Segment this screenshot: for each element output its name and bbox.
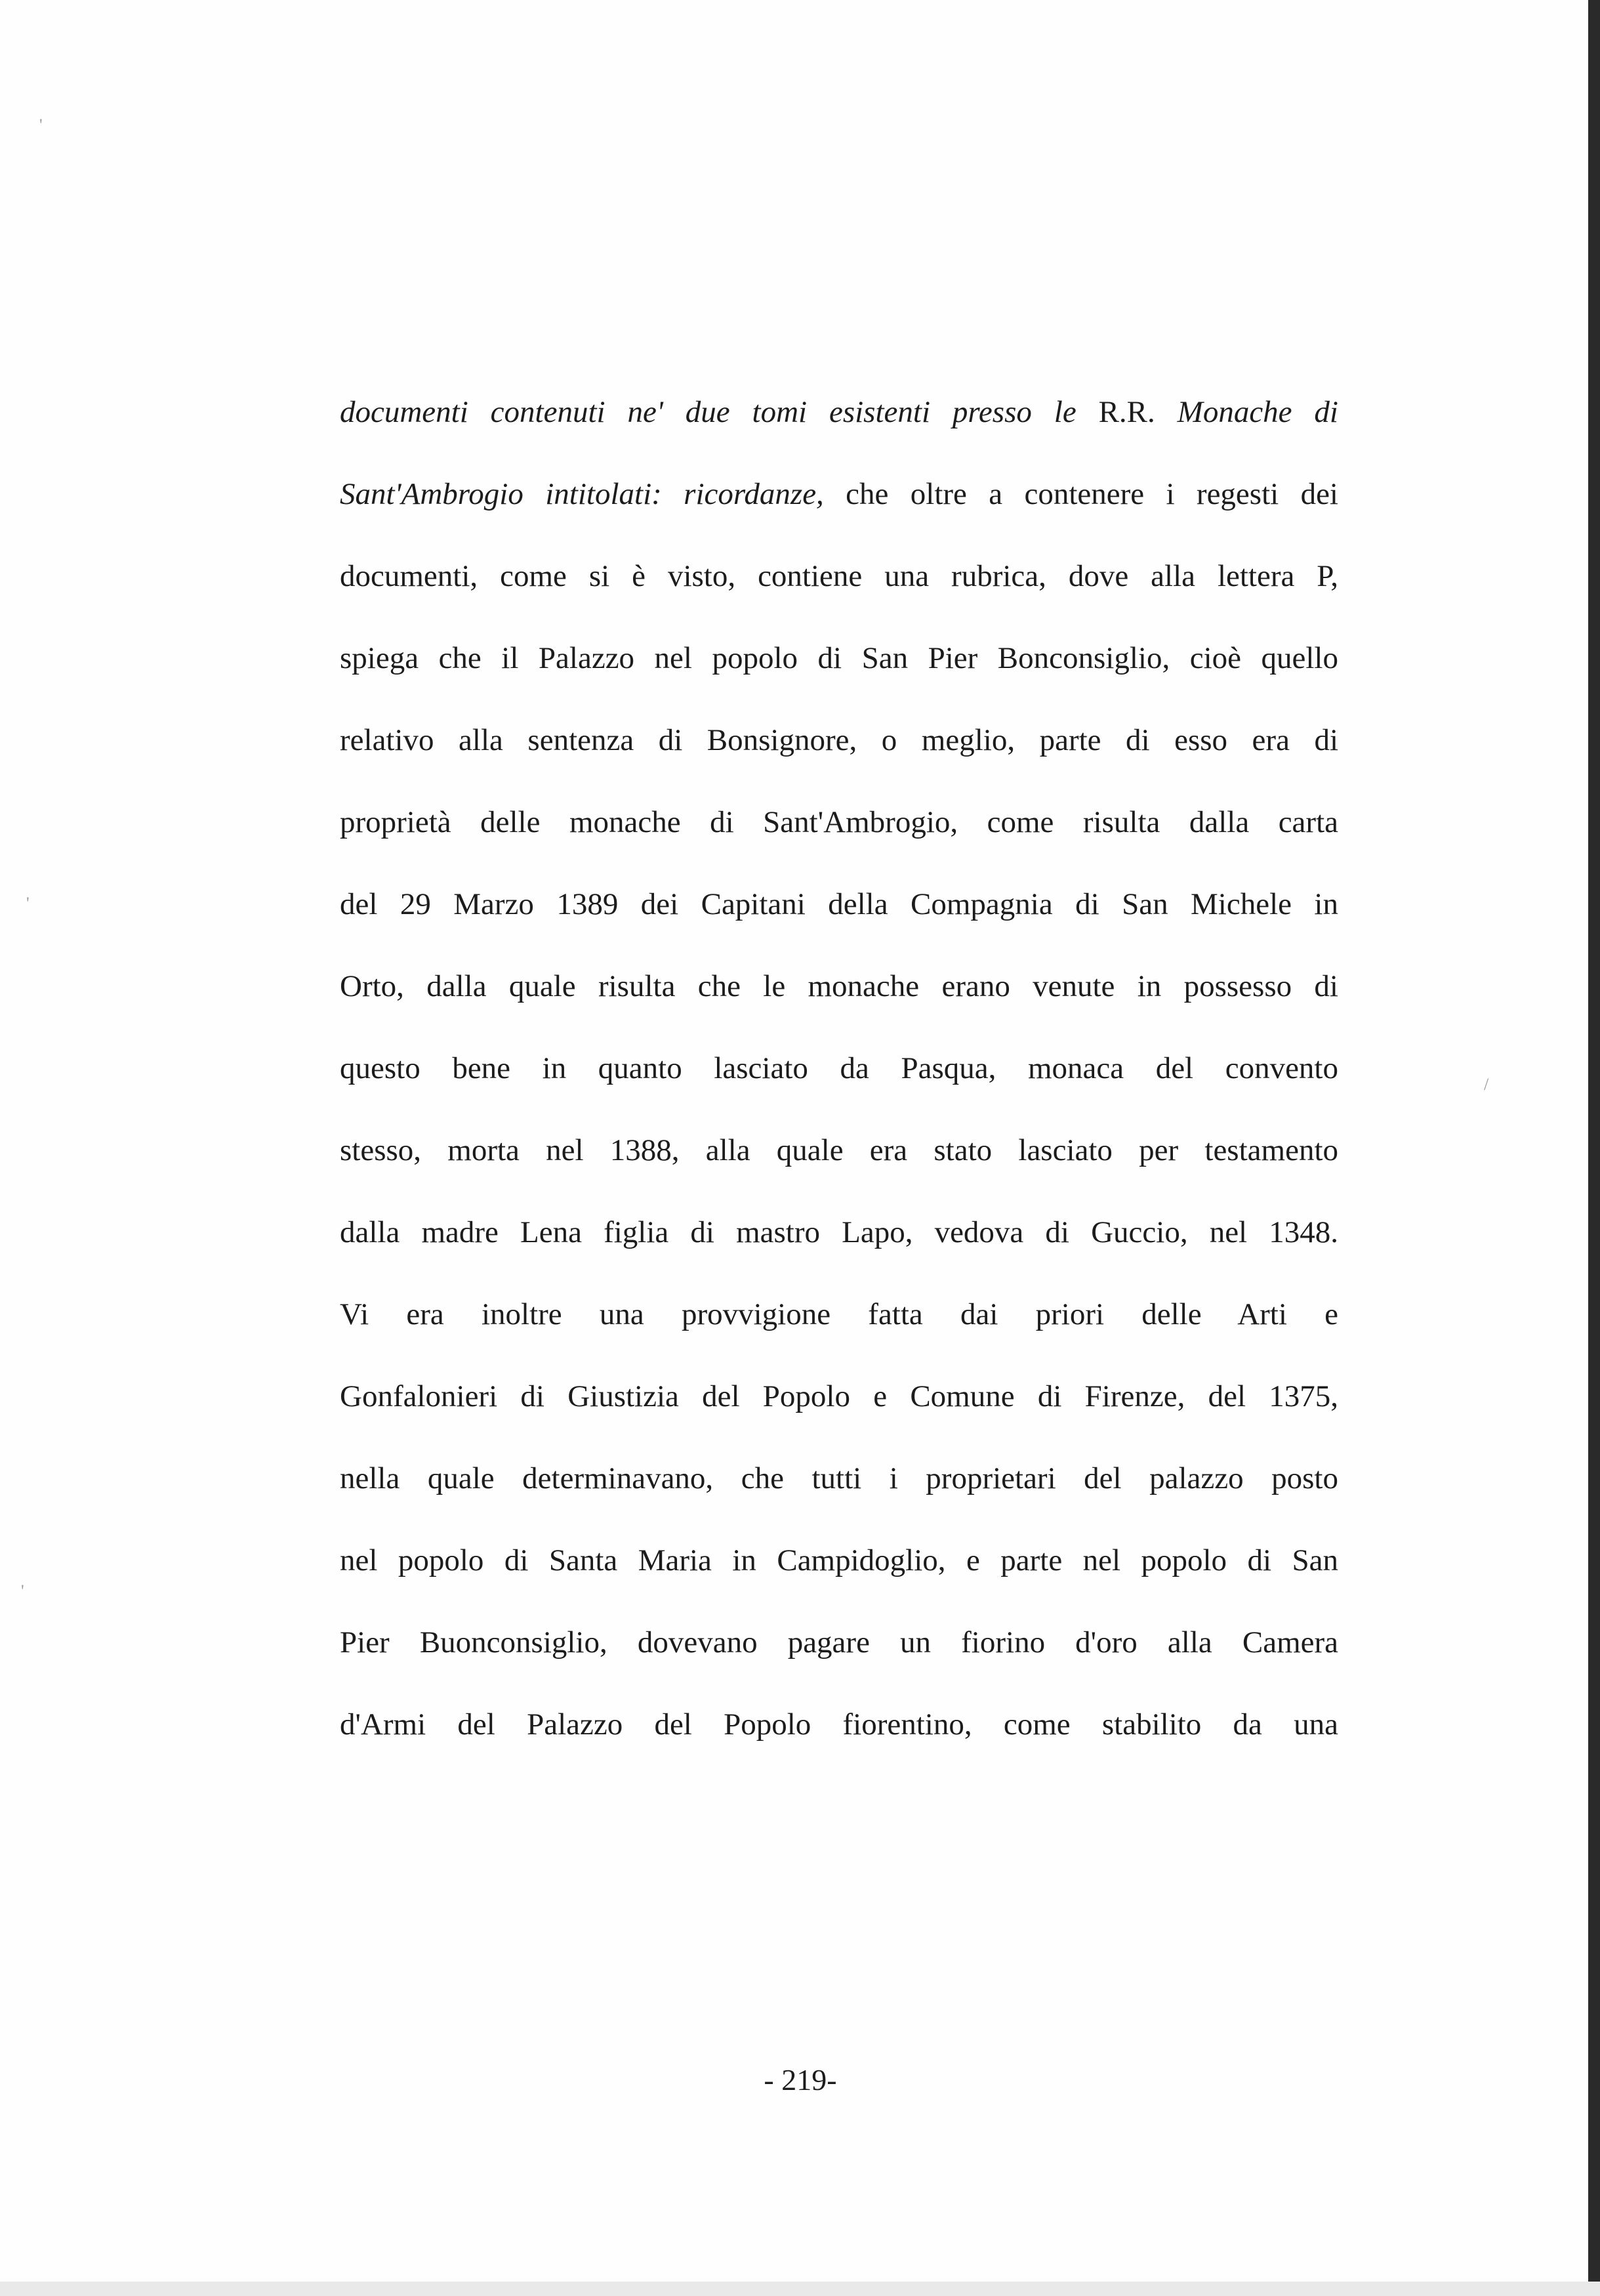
text-line (340, 469, 1338, 551)
text-segment: relativo alla sentenza di Bonsignore, o meglio, parte di esso era di (340, 723, 1338, 757)
text-segment: del 29 Marzo 1389 dei Capitani della Compagnia di San Michele in (340, 887, 1338, 921)
text-segment: Orto, dalla quale risulta che le monache erano venute in possesso di (340, 969, 1338, 1003)
text-line (340, 633, 1338, 715)
text-segment: questo bene in quanto lasciato da Pasqua, monaca del convento (340, 1051, 1338, 1085)
text-line (340, 797, 1338, 879)
text-segment: dalla madre Lena figlia di mastro Lapo, vedova di Guccio, nel 1348. (340, 1215, 1338, 1249)
page-number: - 219- (764, 2063, 837, 2097)
text-segment: nel popolo di Santa Maria in Campidoglio, e parte nel popolo di San (340, 1543, 1338, 1577)
text-line (340, 1371, 1338, 1453)
text-segment: nella quale determinavano, che tutti i proprietari del palazzo posto (340, 1461, 1338, 1495)
text-segment: Pier Buonconsiglio, dovevano pagare un fiorino d'oro alla Camera (340, 1625, 1338, 1659)
text-segment: documenti, come si è visto, contiene una rubrica, dove alla lettera P, (340, 559, 1338, 593)
text-segment: d'Armi del Palazzo del Popolo fiorentino, come stabilito da una (340, 1707, 1338, 1742)
text-line (340, 1618, 1338, 1700)
text-line (340, 1289, 1338, 1371)
text-segment: spiega che il Palazzo nel popolo di San Pier Bonconsiglio, cioè quello (340, 641, 1338, 675)
scan-edge-bottom (0, 2282, 1600, 2296)
text-line (340, 961, 1338, 1043)
text-segment: proprietà delle monache di Sant'Ambrogio, come risulta dalla carta (340, 805, 1338, 839)
text-line (340, 1535, 1338, 1618)
scan-speck: ' (21, 1581, 24, 1600)
text-line (340, 1043, 1338, 1125)
text-segment: che oltre a contenere i regesti dei (823, 477, 1338, 511)
text-line (340, 715, 1338, 797)
scan-speck: ' (26, 894, 30, 913)
italic-segment: Monache di (1177, 395, 1338, 429)
scan-speck: ' (39, 115, 43, 135)
text-line (340, 387, 1338, 469)
text-line (340, 1207, 1338, 1289)
italic-segment: Sant'Ambrogio intitolati: ricordanze, (340, 477, 824, 511)
text-segment: R.R. (1098, 395, 1178, 429)
text-line (340, 1453, 1338, 1535)
text-line (340, 551, 1338, 633)
text-segment: stesso, morta nel 1388, alla quale era stato lasciato per testamento (340, 1133, 1338, 1167)
text-segment: Gonfalonieri di Giustizia del Popolo e Comune di Firenze, del 1375, (340, 1379, 1338, 1413)
scan-edge-right (1588, 0, 1600, 2296)
italic-segment: documenti contenuti ne' due tomi esistenti presso le (340, 395, 1099, 429)
text-line (340, 879, 1338, 961)
text-line (340, 1125, 1338, 1207)
text-segment: Vi era inoltre una provvigione fatta dai priori delle Arti e (340, 1297, 1338, 1331)
text-line (340, 1700, 1338, 1782)
body-text (340, 387, 1338, 1782)
scan-speck: / (1484, 1075, 1489, 1094)
